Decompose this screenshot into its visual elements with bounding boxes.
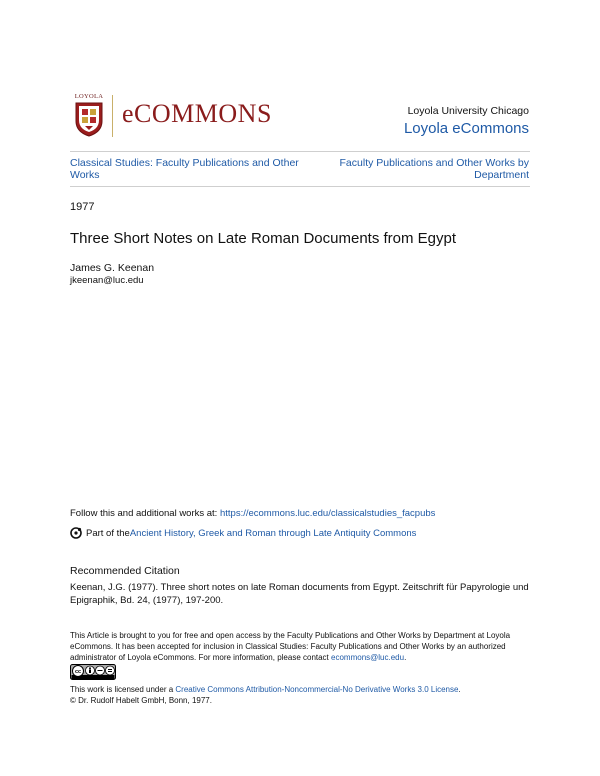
collection-link-classical-studies[interactable]: Classical Studies: Faculty Publications and Other Works (70, 157, 299, 181)
license-line (70, 684, 461, 695)
publication-year: 1977 (70, 201, 95, 213)
follow-link[interactable]: https://ecommons.luc.edu/classicalstudies_facpubs (219, 508, 436, 519)
license-suffix: . (458, 685, 461, 694)
collection-link-faculty-publications[interactable]: Faculty Publications and Other Works by Department (339, 157, 529, 181)
part-of-prefix: Part of the (86, 527, 130, 539)
divider (70, 186, 530, 187)
ecommons-logo[interactable] (72, 93, 287, 139)
logo-divider (112, 95, 113, 137)
network-icon (70, 527, 82, 539)
author-name: James G. Keenan (70, 262, 155, 274)
author-email: jkeenan@luc.edu (70, 275, 144, 286)
contact-email-link[interactable]: ecommons@luc.edu (331, 653, 405, 662)
cc-badge-text: cc (74, 669, 82, 675)
license-prefix: This work is licensed under a (70, 685, 176, 694)
article-title: Three Short Notes on Late Roman Documents from Egypt (70, 230, 457, 247)
license-link[interactable]: Creative Commons Attribution-Noncommercial-No Derivative Works 3.0 License (175, 685, 459, 694)
creative-commons-badge-icon[interactable] (70, 664, 116, 680)
follow-line (70, 508, 435, 519)
copyright-line: © Dr. Rudolf Habelt GmbH, Bonn, 1977. (70, 696, 212, 705)
divider (70, 151, 530, 152)
part-of-link[interactable]: Ancient History, Greek and Roman through Late Antiquity Commons (129, 527, 417, 539)
access-notice (70, 630, 532, 663)
follow-prefix: Follow this and additional works at: (70, 508, 220, 519)
university-name: Loyola University Chicago (407, 105, 529, 117)
part-of-line (70, 527, 416, 539)
notice-text: This Article is brought to you for free and open access by the Faculty Publications and Other Works by Department at Loyola eCommons. It has been accepted for inclusion in Classical Studies: Faculty Publications and Other Works by an authorized administrator of Loyola eCommons. For more information, please contact (70, 631, 511, 662)
logo-text: eCOMMONS (122, 99, 272, 128)
loyola-seal-icon (74, 101, 104, 137)
repository-link[interactable]: Loyola eCommons (403, 120, 529, 137)
seal-label: LOYOLA (74, 93, 104, 100)
citation-text: Keenan, J.G. (1977). Three short notes on late Roman documents from Egypt. Zeitschrift für Papyrologie und Epigraphik, Bd. 24, (1977), 197-200. (70, 582, 529, 606)
citation-heading: Recommended Citation (70, 565, 180, 577)
notice-suffix: . (404, 653, 407, 662)
